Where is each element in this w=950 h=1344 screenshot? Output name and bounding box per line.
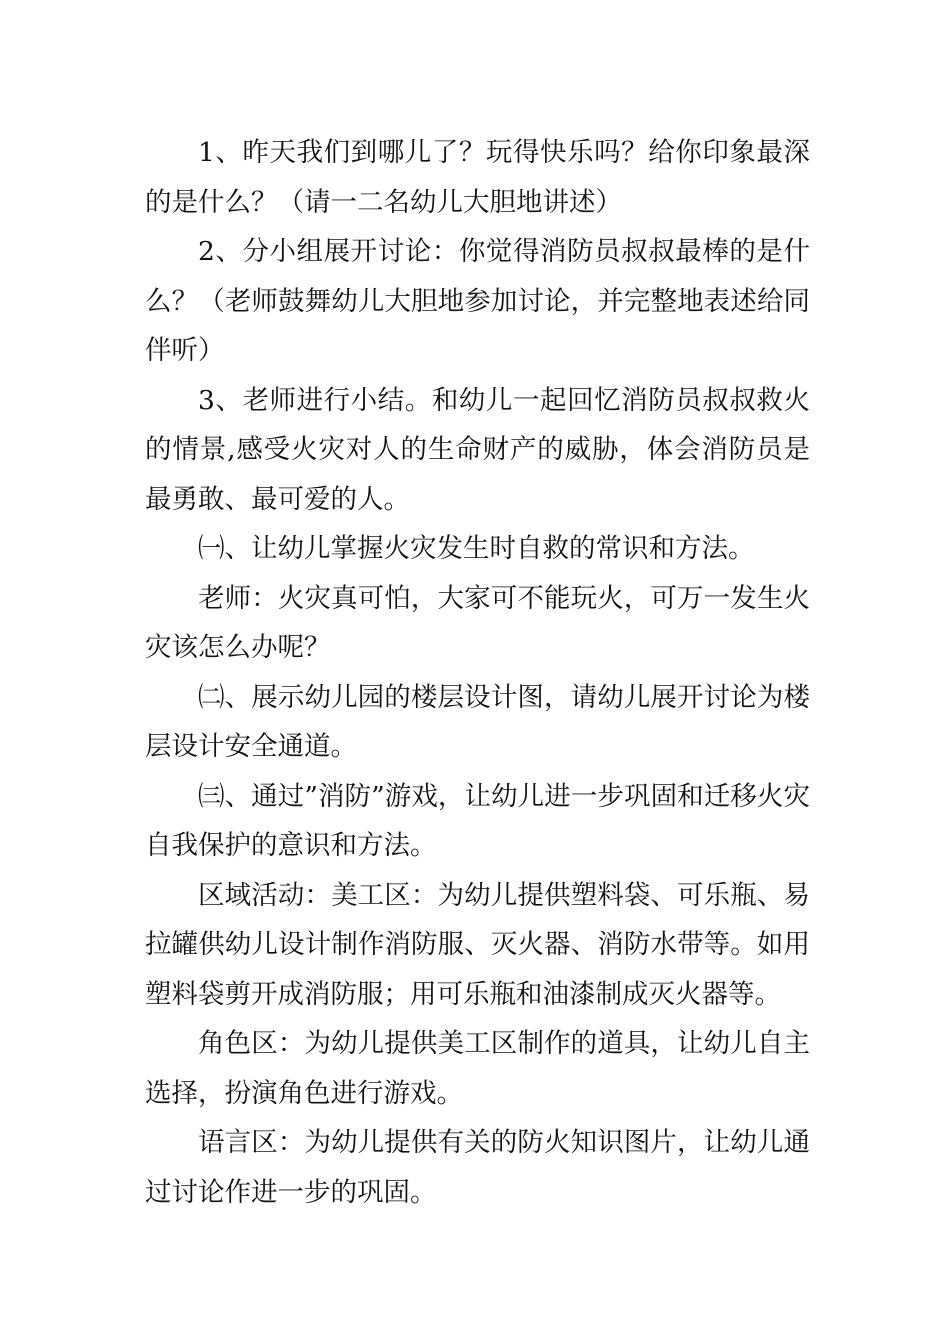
- paragraph-teacher-question: 老师：火灾真可怕，大家可不能玩火，可万一发生火灾该怎么办呢？: [145, 582, 810, 663]
- document-page: [145, 128, 810, 1217]
- paragraph-fire-game: ㈢、通过”消防”游戏，让幼儿进一步巩固和迁移火灾自我保护的意识和方法。: [145, 780, 810, 861]
- paragraph-language-area: 语言区：为幼儿提供有关的防火知识图片，让幼儿通过讨论作进一步的巩固。: [145, 1127, 810, 1208]
- paragraph-recall: 1、昨天我们到哪儿了？玩得快乐吗？给你印象最深的是什么？（请一二名幼儿大胆地讲述）: [145, 137, 810, 218]
- paragraph-floor-plan: ㈡、展示幼儿园的楼层设计图，请幼儿展开讨论为楼层设计安全通道。: [145, 681, 810, 762]
- paragraph-group-discussion: 2、分小组展开讨论：你觉得消防员叔叔最棒的是什么？（老师鼓舞幼儿大胆地参加讨论，并完整地表述给同伴听）: [145, 236, 810, 366]
- paragraph-role-area: 角色区：为幼儿提供美工区制作的道具，让幼儿自主选择，扮演角色进行游戏。: [145, 1028, 810, 1109]
- paragraph-teacher-summary: 3、老师进行小结。和幼儿一起回忆消防员叔叔救火的情景,感受火灾对人的生命财产的威胁，体会消防员是最勇敢、最可爱的人。: [145, 384, 810, 515]
- paragraph-art-area: 区域活动：美工区：为幼儿提供塑料袋、可乐瓶、易拉罐供幼儿设计制作消防服、灭火器、消防水带等。如用塑料袋剪开成消防服；用可乐瓶和油漆制成灭火器等。: [145, 879, 810, 1010]
- paragraph-self-rescue: ㈠、让幼儿掌握火灾发生时自救的常识和方法。: [198, 533, 755, 564]
